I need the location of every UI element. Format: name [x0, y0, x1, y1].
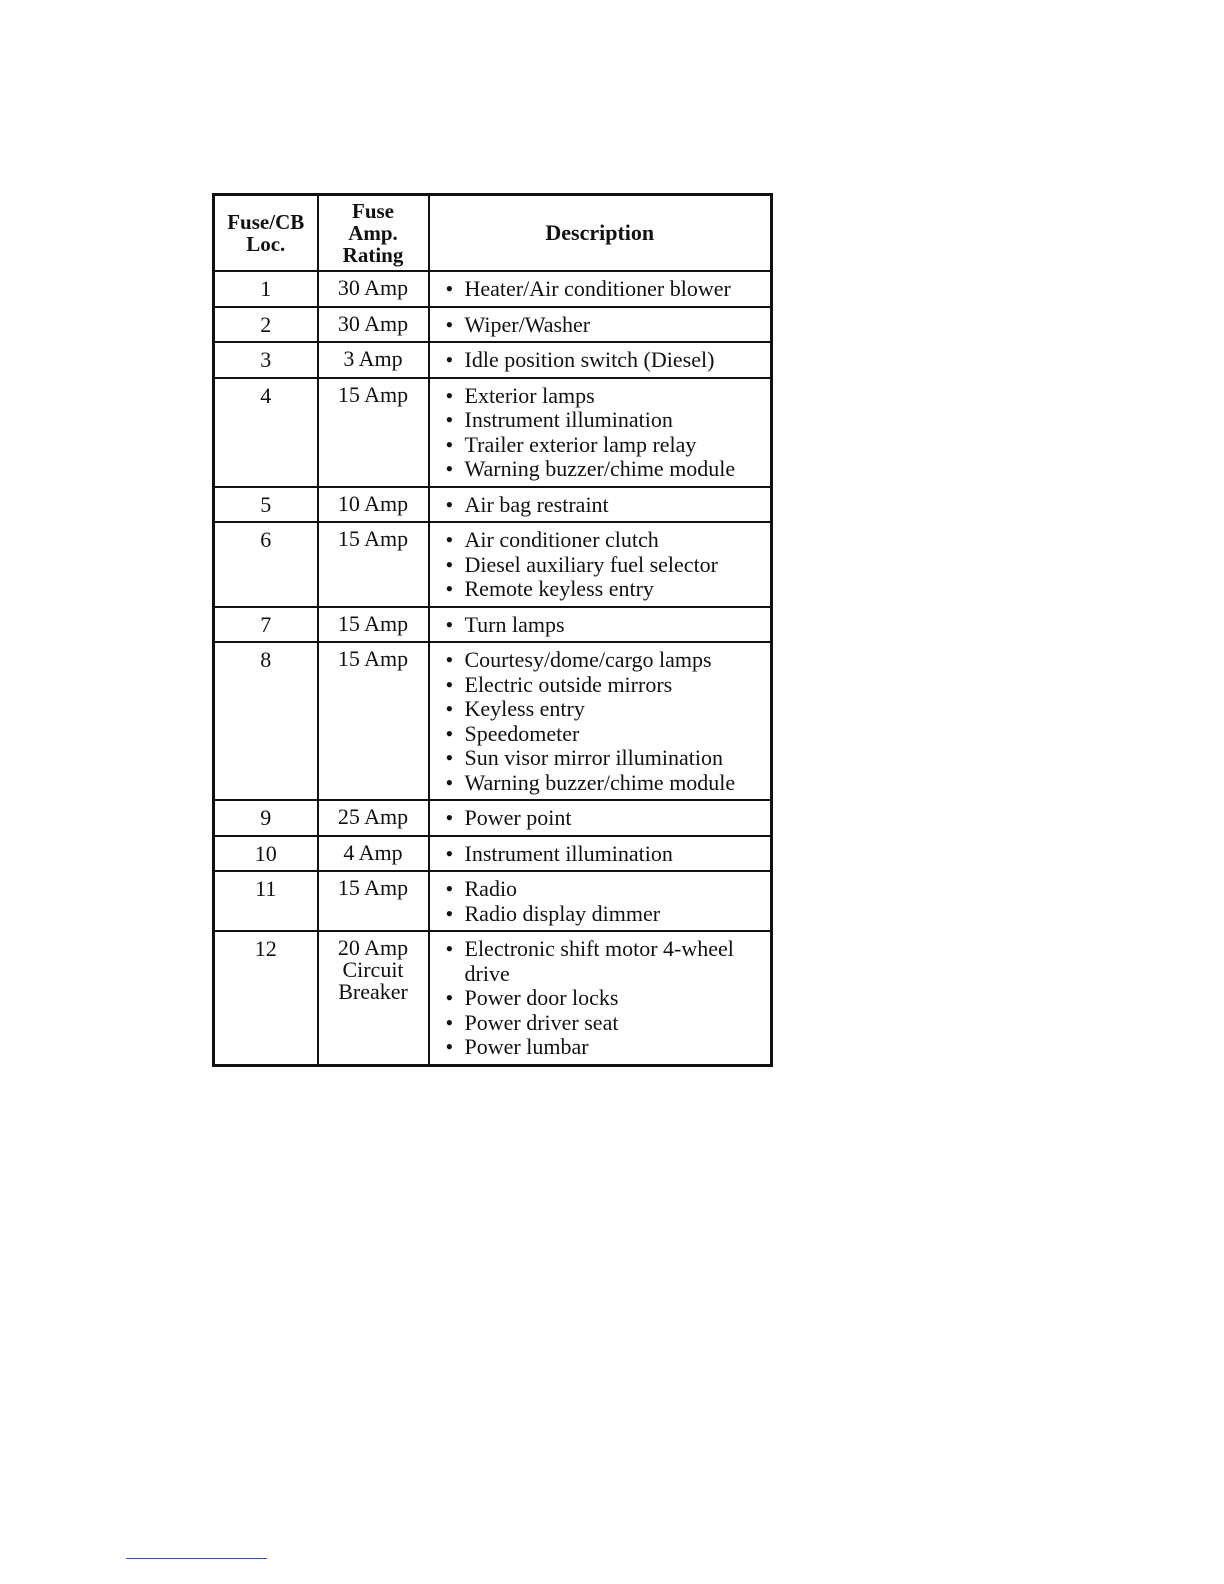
footer-rule [126, 1558, 267, 1559]
list-item: • Remote keyless entry [446, 577, 767, 602]
fuse-location: 2 [214, 307, 318, 343]
fuse-description [429, 487, 772, 523]
fuse-description [429, 607, 772, 643]
fuse-description [429, 522, 772, 607]
header-location-line: Fuse/CB [227, 210, 305, 234]
description-list [446, 648, 767, 795]
list-item: • Speedometer [446, 722, 767, 747]
header-rating-line: Fuse [352, 199, 394, 223]
list-item: • Courtesy/dome/cargo lamps [446, 648, 767, 673]
fuse-rating-line: 15 Amp [337, 610, 409, 636]
list-item: • Turn lamps [446, 613, 767, 638]
list-item: • Trailer exterior lamp relay [446, 433, 767, 458]
fuse-rating [318, 931, 429, 1065]
list-item: • Power lumbar [446, 1035, 767, 1060]
header-rating [318, 195, 429, 272]
fuse-rating [318, 487, 429, 523]
fuse-location: 5 [214, 487, 318, 523]
fuse-description [429, 871, 772, 931]
fuse-rating-line: Breaker [338, 979, 408, 1004]
fuse-rating [318, 342, 429, 378]
list-item: • Power point [446, 806, 767, 831]
description-list [446, 493, 767, 518]
fuse-location: 1 [214, 271, 318, 307]
fuse-location: 7 [214, 607, 318, 643]
list-item: • Electric outside mirrors [446, 673, 767, 698]
fuse-rating-line: Circuit [342, 957, 404, 982]
fuse-rating-line: 15 Amp [337, 381, 409, 407]
description-list [446, 277, 767, 302]
fuse-rating-line: 30 Amp [337, 275, 409, 300]
fuse-rating [318, 871, 429, 931]
fuse-location: 9 [214, 800, 318, 836]
header-row [214, 195, 772, 272]
list-item: • Wiper/Washer [446, 313, 767, 338]
fuse-description [429, 378, 772, 487]
fuse-rating-line: 15 Amp [337, 875, 409, 900]
table-header [214, 195, 772, 272]
fuse-rating-line: 30 Amp [337, 310, 409, 336]
header-location [214, 195, 318, 272]
table-row [214, 871, 772, 931]
fuse-description [429, 642, 772, 800]
table-row [214, 307, 772, 343]
fuse-rating-line: 15 Amp [337, 646, 409, 671]
description-list [446, 313, 767, 338]
description-list [446, 384, 767, 482]
fuse-rating-line: 25 Amp [337, 804, 409, 829]
fuse-rating-line: 15 Amp [337, 526, 409, 551]
list-item: • Instrument illumination [446, 842, 767, 867]
fuse-description [429, 342, 772, 378]
table-row [214, 522, 772, 607]
list-item: • Exterior lamps [446, 384, 767, 409]
header-location-line: Loc. [246, 232, 286, 256]
fuse-rating-line: 4 Amp [343, 839, 403, 865]
fuse-location: 6 [214, 522, 318, 607]
description-list [446, 806, 767, 831]
list-item: • Idle position switch (Diesel) [446, 348, 767, 373]
list-item: • Instrument illumination [446, 408, 767, 433]
fuse-rating [318, 607, 429, 643]
list-item: • Air bag restraint [446, 493, 767, 518]
fuse-rating-line: 20 Amp [337, 935, 409, 960]
table-row [214, 378, 772, 487]
list-item: • Warning buzzer/chime module [446, 457, 767, 482]
fuse-description [429, 931, 772, 1065]
fuse-rating [318, 378, 429, 487]
description-list [446, 842, 767, 867]
description-list [446, 877, 767, 926]
header-description: Description [429, 195, 772, 272]
description-list [446, 348, 767, 373]
table-row [214, 836, 772, 872]
table-row [214, 800, 772, 836]
table-body [214, 271, 772, 1065]
description-list [446, 528, 767, 602]
table-row [214, 607, 772, 643]
fuse-description [429, 836, 772, 872]
header-rating-line: Amp. [348, 221, 398, 245]
fuse-location: 12 [214, 931, 318, 1065]
fuse-rating [318, 271, 429, 307]
fuse-location: 3 [214, 342, 318, 378]
header-rating-line: Rating [342, 243, 404, 267]
fuse-rating-line: 10 Amp [337, 490, 409, 516]
list-item: • Warning buzzer/chime module [446, 771, 767, 796]
fuse-rating [318, 307, 429, 343]
fuse-rating-line: 3 Amp [343, 346, 403, 371]
list-item: • Sun visor mirror illumination [446, 746, 767, 771]
fuse-description [429, 271, 772, 307]
fuse-location: 11 [214, 871, 318, 931]
fuse-rating [318, 522, 429, 607]
table-row [214, 342, 772, 378]
fuse-location: 4 [214, 378, 318, 487]
list-item: • Radio display dimmer [446, 902, 767, 927]
table-row [214, 271, 772, 307]
list-item: • Power driver seat [446, 1011, 767, 1036]
fuse-table [212, 193, 773, 1067]
list-item: • Heater/Air conditioner blower [446, 277, 767, 302]
list-item: • Keyless entry [446, 697, 767, 722]
list-item: • Air conditioner clutch [446, 528, 767, 553]
list-item: • Power door locks [446, 986, 767, 1011]
list-item: • Electronic shift motor 4-wheel drive [446, 937, 767, 986]
fuse-rating [318, 836, 429, 872]
table-row [214, 931, 772, 1065]
fuse-description [429, 307, 772, 343]
description-list [446, 937, 767, 1060]
table-row [214, 487, 772, 523]
table-row [214, 642, 772, 800]
description-list [446, 613, 767, 638]
fuse-description [429, 800, 772, 836]
list-item: • Diesel auxiliary fuel selector [446, 553, 767, 578]
fuse-location: 10 [214, 836, 318, 872]
fuse-rating [318, 642, 429, 800]
list-item: • Radio [446, 877, 767, 902]
fuse-location: 8 [214, 642, 318, 800]
fuse-rating [318, 800, 429, 836]
